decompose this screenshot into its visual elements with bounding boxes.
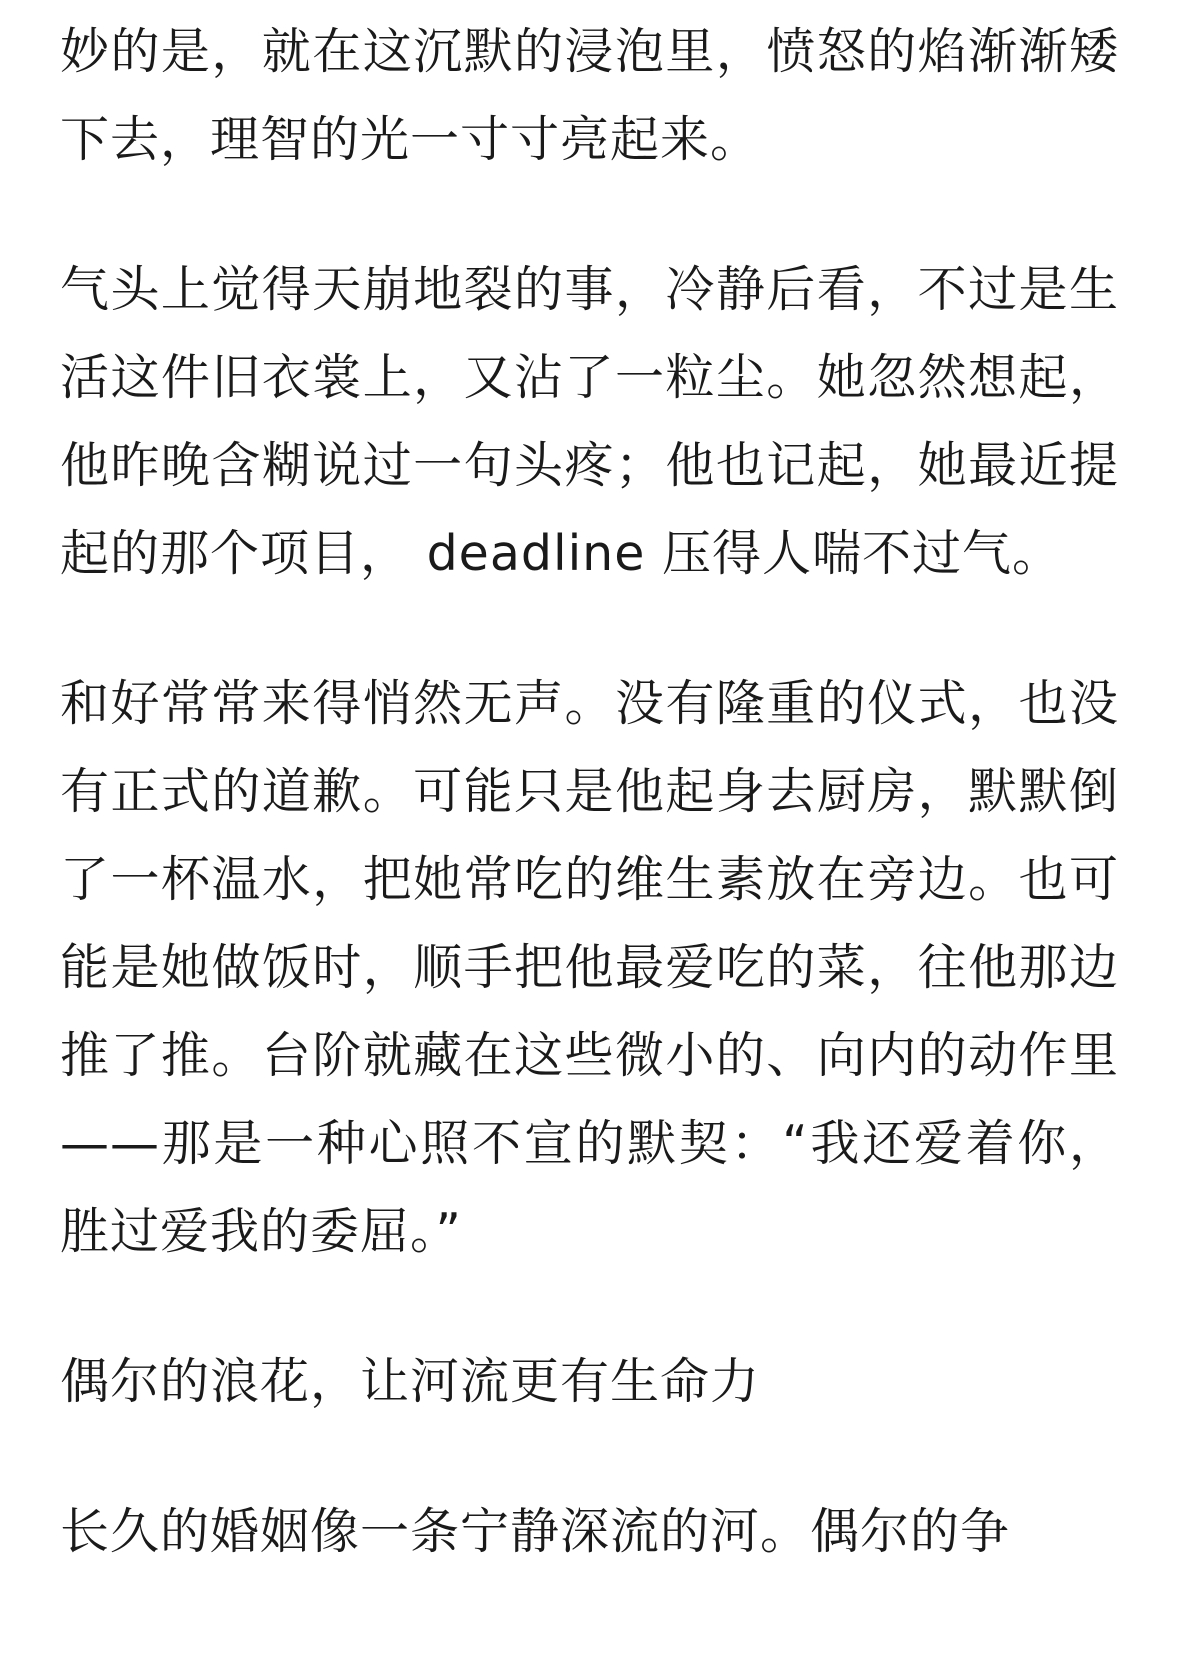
paragraph-2: 气头上觉得天崩地裂的事，冷静后看，不过是生活这件旧衣裳上，又沾了一粒尘。她忽然想起，他昨晚含糊说过一句头疼；他也记起，她最近提起的那个项目， deadline 压得人喘不过气。 (60, 261, 1119, 582)
section-heading: 偶尔的浪花，让河流更有生命力 (60, 1353, 761, 1410)
paragraph-3: 和好常常来得悄然无声。没有隆重的仪式，也没有正式的道歉。可能只是他起身去厨房，默默倒了一杯温水，把她常吃的维生素放在旁边。也可能是她做饭时，顺手把他最爱吃的菜，往他那边推了推。台阶就藏在这些微小的、向内的动作里——那是一种心照不宣的默契：“我还爱着你，胜过爱我的委屈。” (60, 675, 1119, 1260)
paragraph-4: 长久的婚姻像一条宁静深流的河。偶尔的争 (60, 1503, 1011, 1560)
paragraph-1: 妙的是，就在这沉默的浸泡里，愤怒的焰渐渐矮下去，理智的光一寸寸亮起来。 (60, 23, 1119, 168)
